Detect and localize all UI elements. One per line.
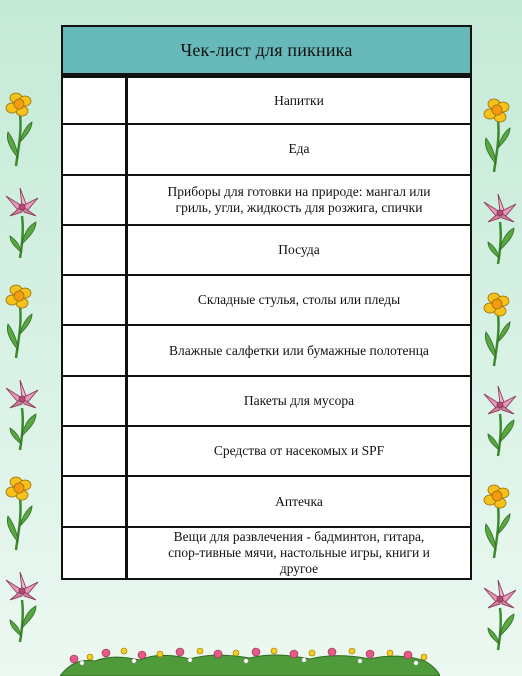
lily-icon: [480, 578, 520, 658]
checklist-row: [63, 125, 470, 175]
checklist-item: Еда: [288, 141, 310, 157]
checkbox-cell[interactable]: [63, 377, 128, 425]
checklist-item: Напитки: [274, 92, 324, 108]
daffodil-icon: [480, 94, 520, 174]
lily-icon: [2, 570, 42, 650]
daffodil-icon: [2, 88, 42, 168]
checklist-item: Пакеты для мусора: [243, 392, 355, 408]
checklist-row: [63, 427, 470, 477]
checklist-row: [63, 226, 470, 276]
checklist-item: Средства от насекомых и SPF: [213, 443, 385, 459]
checklist-row: [63, 377, 470, 427]
lily-icon: [2, 378, 42, 458]
checklist: [61, 25, 472, 580]
checklist-title: Чек-лист для пикника: [61, 25, 472, 75]
flower-meadow-icon: [60, 645, 440, 676]
checklist-item: Посуда: [278, 242, 320, 258]
checklist-item: Аптечка: [275, 493, 323, 509]
checkbox-cell[interactable]: [63, 427, 128, 475]
checkbox-cell[interactable]: [63, 477, 128, 525]
checkbox-cell[interactable]: [63, 276, 128, 324]
checklist-row: [63, 326, 470, 376]
lily-icon: [480, 192, 520, 272]
checkbox-cell[interactable]: [63, 176, 128, 224]
checklist-item: Вещи для развлечения - бадминтон, гитара, спор-тивные мячи, настольные игры, книги и другое: [168, 528, 430, 576]
checklist-row: [63, 75, 470, 125]
checkbox-cell[interactable]: [63, 326, 128, 374]
checklist-item: Складные стулья, столы или пледы: [197, 292, 401, 308]
checkbox-cell[interactable]: [63, 226, 128, 274]
checkbox-cell[interactable]: [63, 78, 128, 123]
checklist-row: [63, 276, 470, 326]
checklist-item: Влажные салфетки или бумажные полотенца: [169, 342, 429, 358]
checklist-row: [63, 176, 470, 226]
checkbox-cell[interactable]: [63, 125, 128, 173]
daffodil-icon: [480, 288, 520, 368]
lily-icon: [480, 384, 520, 464]
lily-icon: [2, 186, 42, 266]
daffodil-icon: [480, 480, 520, 560]
checklist-item: Приборы для готовки на природе: мангал или гриль, угли, жидкость для розжига, спички: [167, 183, 431, 215]
checklist-row: [63, 528, 470, 578]
daffodil-icon: [2, 280, 42, 360]
checkbox-cell[interactable]: [63, 528, 128, 578]
checklist-row: [63, 477, 470, 527]
daffodil-icon: [2, 472, 42, 552]
checklist-table: [61, 75, 472, 580]
